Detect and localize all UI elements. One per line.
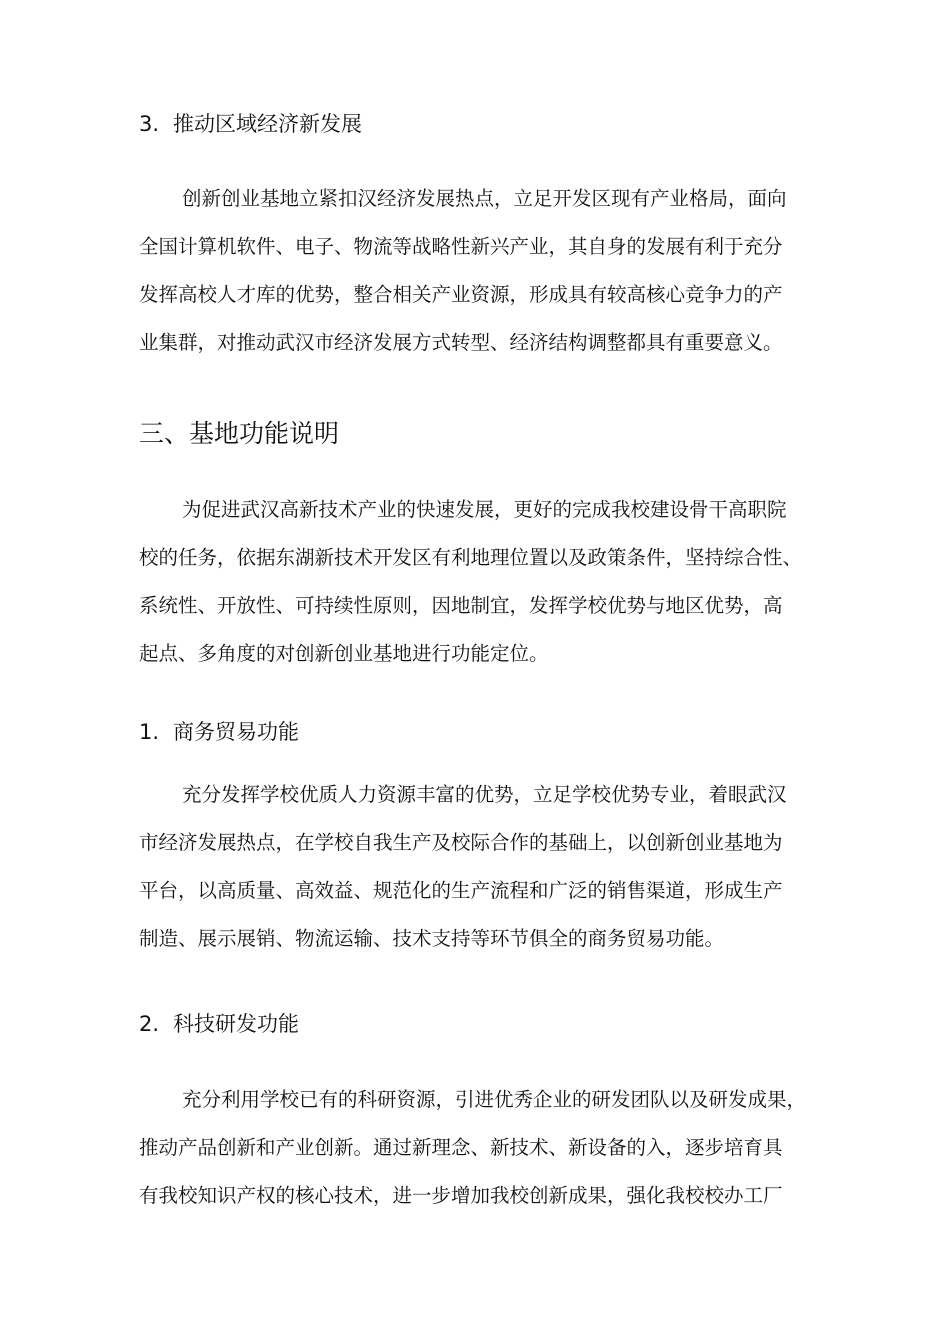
paragraph-regional-economy <box>139 175 829 367</box>
paragraph-rnd <box>139 1076 829 1220</box>
paragraph-line: 创新创业基地立紧扣汉经济发展热点，立足开发区现有产业格局，面向 <box>182 187 787 210</box>
paragraph-line: 发挥高校人才库的优势，整合相关产业资源，形成具有较高核心竞争力的产 <box>139 283 783 306</box>
paragraph-business-trade <box>139 771 829 963</box>
subheading-title: 科技研发功能 <box>173 1012 299 1036</box>
paragraph-line: 全国计算机软件、电子、物流等战略性新兴产业，其自身的发展有利于充分 <box>139 235 783 258</box>
subheading-number: 2. <box>139 1012 160 1036</box>
subheading-rnd <box>139 1009 299 1039</box>
paragraph-line: 业集群，对推动武汉市经济发展方式转型、经济结构调整都具有重要意义。 <box>139 331 783 354</box>
paragraph-line: 起点、多角度的对创新创业基地进行功能定位。 <box>139 642 549 665</box>
subheading-business-trade <box>139 717 299 747</box>
subheading-number: 1. <box>139 720 160 744</box>
subheading-title: 商务贸易功能 <box>173 720 299 744</box>
paragraph-line: 系统性、开放性、可持续性原则，因地制宜，发挥学校优势与地区优势，高 <box>139 594 783 617</box>
subheading-regional-economy <box>139 109 362 139</box>
paragraph-line: 平台，以高质量、高效益、规范化的生产流程和广泛的销售渠道，形成生产 <box>139 879 783 902</box>
subheading-number: 3. <box>139 112 160 136</box>
section-title-base-functions: 三、基地功能说明 <box>139 419 340 448</box>
paragraph-line: 推动产品创新和产业创新。通过新理念、新技术、新设备的入，逐步培育具 <box>139 1136 783 1159</box>
subheading-title: 推动区域经济新发展 <box>173 112 362 136</box>
paragraph-line: 制造、展示展销、物流运输、技术支持等环节俱全的商务贸易功能。 <box>139 927 725 950</box>
paragraph-line: 市经济发展热点，在学校自我生产及校际合作的基础上，以创新创业基地为 <box>139 831 783 854</box>
paragraph-function-intro <box>139 486 829 678</box>
paragraph-line: 充分发挥学校优质人力资源丰富的优势，立足学校优势专业，着眼武汉 <box>182 783 787 806</box>
paragraph-line: 为促进武汉高新技术产业的快速发展，更好的完成我校建设骨干高职院 <box>182 498 787 521</box>
paragraph-line: 校的任务，依据东湖新技术开发区有利地理位置以及政策条件，坚持综合性、 <box>139 546 803 569</box>
paragraph-line: 充分利用学校已有的科研资源，引进优秀企业的研发团队以及研发成果， <box>182 1088 807 1111</box>
paragraph-line: 有我校知识产权的核心技术，进一步增加我校创新成果，强化我校校办工厂 <box>139 1184 783 1207</box>
